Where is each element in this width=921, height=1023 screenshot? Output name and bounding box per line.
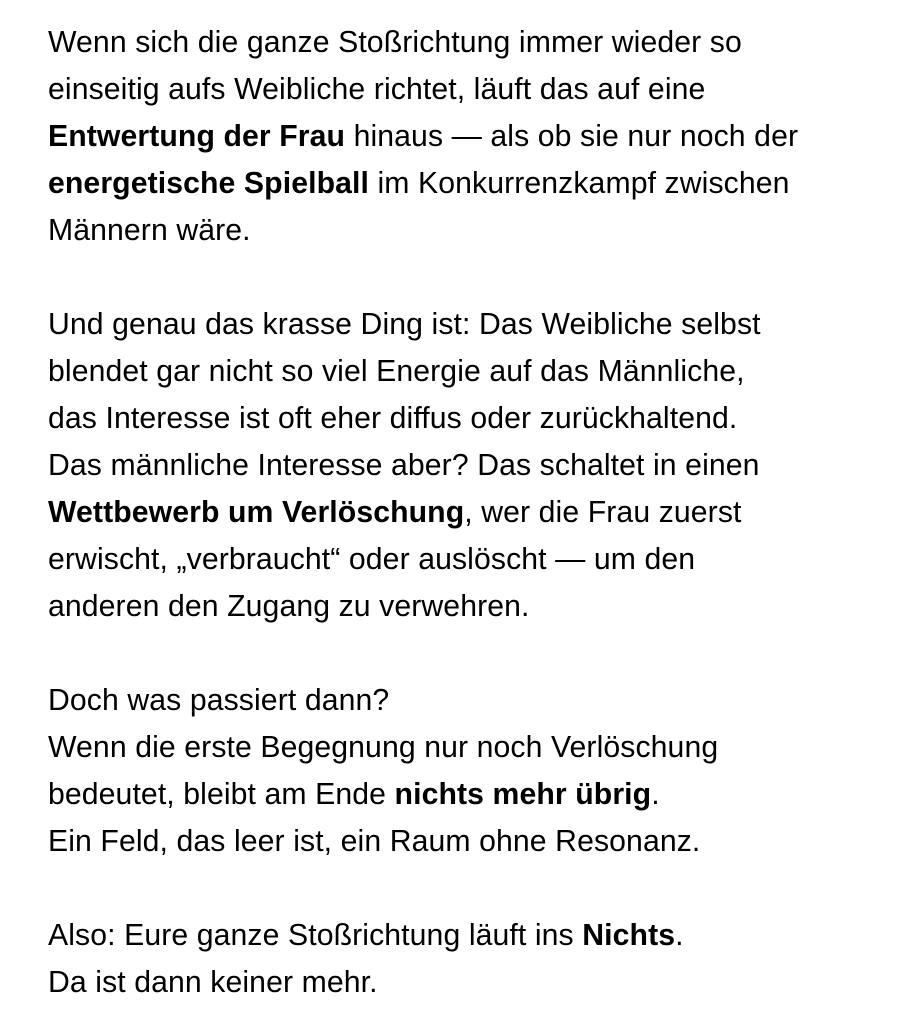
paragraph [48, 912, 908, 1006]
text-line [48, 395, 908, 442]
text-line [48, 912, 908, 959]
text-line [48, 583, 908, 630]
text-line [48, 489, 908, 536]
text-line [48, 113, 908, 160]
text-segment: Da ist dann keiner mehr. [48, 966, 378, 999]
text-line [48, 207, 908, 254]
text-line [48, 677, 908, 724]
text-line [48, 19, 908, 66]
text-segment: Das männliche Interesse aber? Das schaltet in einen [48, 449, 760, 482]
text-segment: , wer die Frau zuerst [464, 496, 742, 529]
text-segment: Ein Feld, das leer ist, ein Raum ohne Resonanz. [48, 825, 701, 858]
text-segment: Wenn die erste Begegnung nur noch Verlöschung [48, 731, 719, 764]
text-line [48, 959, 908, 1006]
bold-text: Wettbewerb um Verlöschung [48, 496, 465, 529]
text-segment: hinaus — als ob sie nur noch der [345, 120, 799, 153]
text-line [48, 536, 908, 583]
bold-text: Entwertung der Frau [48, 120, 346, 153]
text-segment: erwischt, „verbraucht“ oder auslöscht — um den [48, 543, 696, 576]
bold-text: nichts mehr übrig [394, 778, 652, 811]
text-line [48, 442, 908, 489]
text-segment: Und genau das krasse Ding ist: Das Weibliche selbst [48, 308, 761, 341]
text-segment: das Interesse ist oft eher diffus oder zurückhaltend. [48, 402, 738, 435]
text-line [48, 160, 908, 207]
text-line [48, 301, 908, 348]
bold-text: energetische Spielball [48, 167, 369, 200]
document-body [48, 19, 908, 1006]
text-segment: anderen den Zugang zu verwehren. [48, 590, 530, 623]
text-line [48, 818, 908, 865]
bold-text: Nichts [582, 919, 676, 952]
text-segment: Männern wäre. [48, 214, 251, 247]
text-segment: blendet gar nicht so viel Energie auf das Männliche, [48, 355, 745, 388]
text-segment: bedeutet, bleibt am Ende [48, 778, 395, 811]
text-segment: Wenn sich die ganze Stoßrichtung immer wieder so [48, 26, 742, 59]
text-segment: . [651, 778, 660, 811]
paragraph [48, 19, 908, 254]
text-line [48, 724, 908, 771]
paragraph [48, 677, 908, 865]
text-segment: . [675, 919, 684, 952]
text-line [48, 348, 908, 395]
text-line [48, 66, 908, 113]
text-line [48, 771, 908, 818]
text-segment: Also: Eure ganze Stoßrichtung läuft ins [48, 919, 583, 952]
paragraph [48, 301, 908, 630]
text-segment: Doch was passiert dann? [48, 684, 390, 717]
text-segment: im Konkurrenzkampf zwischen [368, 167, 790, 200]
text-segment: einseitig aufs Weibliche richtet, läuft das auf eine [48, 73, 706, 106]
